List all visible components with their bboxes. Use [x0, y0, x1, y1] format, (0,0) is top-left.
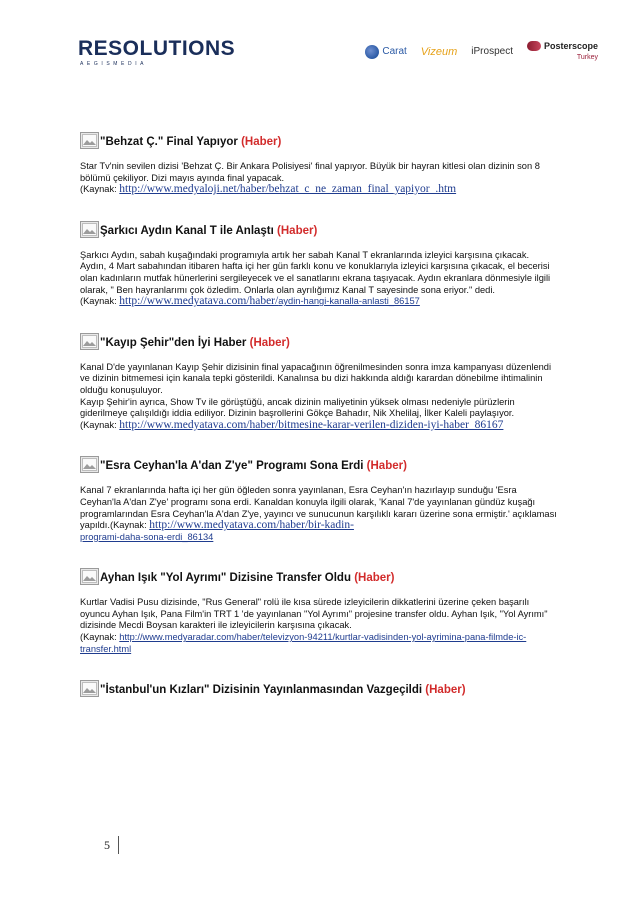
source-link[interactable]: http://www.medyatava.com/haber/bir-kadin-: [149, 519, 354, 532]
partner-posterscope: [527, 40, 598, 64]
partner-sub: Turkey: [576, 54, 598, 61]
news-body: [80, 250, 558, 308]
partner-name: Carat: [382, 46, 407, 57]
source-link[interactable]: http://www.medyaradar.com/haber/televizyon-94211/kurtlar-vadisinden-yol-ayrimina-pana-filmde-ic-transfer.html: [80, 632, 527, 654]
news-list: [80, 127, 558, 719]
news-item: [80, 451, 558, 543]
news-paragraph: Şarkıcı Aydın, sabah kuşağındaki programıyla artık her sabah Kanal T ekranlarında izleyici karşısına çıkacak.: [80, 249, 530, 260]
news-body: [80, 362, 558, 432]
news-paragraph: Kanal D'de yayınlanan Kayıp Şehir dizisinin final yapacağının öğrenilmesinden sonra imza kampanyası düzenlendi ve dizinin bitmemesi için kanala tepki gösterildi. Kanalınsa bu dizi hakkında aldığı karardan dönebilme ihtimalinin olduğu konuşuluyor.: [80, 361, 552, 395]
news-item: [80, 563, 558, 655]
source-link[interactable]: http://www.medyaloji.net/haber/behzat_c_ne_zaman_final_yapiyor_.htm: [119, 183, 457, 196]
news-tag: (Haber): [354, 572, 395, 585]
logo-wordmark: RESOLUTIONS: [78, 37, 236, 60]
partner-name: iProspect: [471, 46, 513, 57]
source-link-tail[interactable]: programi-daha-sona-erdi_86134: [80, 531, 214, 542]
image-placeholder-icon: [80, 680, 99, 697]
source-link[interactable]: http://www.medyatava.com/haber/bitmesine-karar-verilen-diziden-iyi-haber_86167: [119, 418, 504, 431]
news-tag: (Haber): [425, 684, 466, 697]
news-item: [80, 328, 558, 432]
news-title: "Behzat Ç." Final Yapıyor (Haber): [100, 136, 282, 148]
news-paragraph: Kanal 7 ekranlarında hafta içi her gün öğleden sonra yayınlanan, Esra Ceyhan'ın hazırlayıp sunduğu 'Esra Ceyhan'la A'dan Z'ye' programı sona erdi. Kanaldan konuyla ilgili olarak, 'Kanal 7'de yayınlanan gündüz kuşağı programlarından Esra Ceyhan'la A'dan Z'ye, yayıncı ve sunucunun karşılıklı kararı üzerine sona ermiştir.' açıklaması yapıldı.(Kaynak:: [80, 485, 557, 531]
image-placeholder-icon: [80, 221, 99, 238]
news-item: [80, 127, 558, 196]
news-tag: (Haber): [241, 136, 282, 148]
news-tag: (Haber): [366, 460, 407, 473]
news-paragraph: Star Tv'nin sevilen dizisi 'Behzat Ç. Bir Ankara Polisiyesi' final yapıyor. Büyük bir hayran kitlesi olan dizinin son 8 bölümü çekiliyor. Dizi mayıs ayında final yapacak.: [80, 161, 540, 183]
news-title: "İstanbul'un Kızları" Dizisinin Yayınlanmasından Vazgeçildi (Haber): [100, 684, 466, 697]
news-item: [80, 675, 558, 697]
partner-iprospect: [471, 46, 513, 58]
news-item: [80, 216, 558, 308]
source-label: (Kaynak:: [80, 184, 120, 195]
image-placeholder-icon: [80, 333, 99, 350]
page-footer: [104, 836, 119, 854]
resolutions-logo: [78, 38, 235, 67]
news-paragraph: Aydın, 4 Mart sabahından itibaren hafta içi her gün farklı konu ve konuklarıyla izleyici karşısına çıkacak, el becerisi olan kadınların mutfak hünerlerini sergileyecek ve el sanatlarını ekrana taşıyacak. Aydın ekranlara dönmesiyle ilgili olarak, " Ben hayranlarımı çok özledim. Onlarla olan ayrılığımız Kanal T sayesinde sona eriyor." dedi.: [80, 261, 551, 295]
partner-name: Posterscope: [543, 41, 598, 51]
partner-logos: [351, 40, 598, 64]
source-label: (Kaynak:: [80, 419, 120, 430]
image-placeholder-icon: [80, 568, 99, 585]
news-heading: [80, 328, 558, 350]
news-body: [80, 597, 558, 655]
news-title: Şarkıcı Aydın Kanal T ile Anlaştı (Haber): [100, 224, 318, 237]
footer-divider: [118, 836, 119, 854]
image-placeholder-icon: [80, 456, 99, 473]
news-heading: [80, 563, 558, 585]
posterscope-logo-icon: [527, 41, 541, 51]
news-paragraph: Kayıp Şehir'in ayrıca, Show Tv ile görüştüğü, ancak dizinin maliyetinin yüksek olması nedeniyle pürüzlerin giderilmeye çalışıldığı iddia ediliyor. Dizinin başrollerini Gökçe Bahadır, Nik Xhelilaj, İlker Kaleli paylaşıyor.: [80, 396, 515, 419]
news-title: "Kayıp Şehir"den İyi Haber (Haber): [100, 336, 290, 349]
carat-logo-icon: [365, 45, 379, 59]
news-body: [80, 485, 558, 543]
source-link[interactable]: http://www.medyatava.com/haber/: [119, 295, 279, 308]
news-heading: [80, 675, 558, 697]
page-header: [0, 30, 638, 90]
source-label: (Kaynak:: [80, 296, 120, 307]
news-heading: [80, 127, 558, 149]
partner-vizeum: [421, 46, 457, 58]
news-title: "Esra Ceyhan'la A'dan Z'ye" Programı Sona Erdi (Haber): [100, 460, 407, 473]
logo-subtitle: AEGISMEDIA: [80, 61, 148, 67]
news-tag: (Haber): [249, 336, 290, 349]
page-number: 5: [104, 837, 110, 852]
news-heading: [80, 451, 558, 473]
image-placeholder-icon: [80, 132, 99, 149]
news-title: Ayhan Işık "Yol Ayrımı" Dizisine Transfer Oldu (Haber): [100, 572, 395, 585]
partner-name: Vizeum: [420, 46, 458, 58]
news-body: [80, 161, 558, 196]
source-label: (Kaynak:: [80, 632, 120, 643]
news-heading: [80, 216, 558, 238]
news-tag: (Haber): [277, 224, 318, 237]
news-paragraph: Kurtlar Vadisi Pusu dizisinde, "Rus General" rolü ile kısa sürede izleyicilerin dikkatlerini üzerine çeken başarılı oyuncu Ayhan Işık, Pana Film'in TRT 1 'de yayınlanan "Yol Ayrımı" projesine transfer oldu. Ayhan Işık, "Yol Ayrımı" dizisinde Mecdi Boysan karakteri ile izleyicilerin karşısına çıkacak.: [80, 597, 548, 631]
source-link-tail[interactable]: aydin-hangi-kanalla-anlasti_86157: [278, 296, 420, 307]
partner-carat: [365, 45, 406, 59]
